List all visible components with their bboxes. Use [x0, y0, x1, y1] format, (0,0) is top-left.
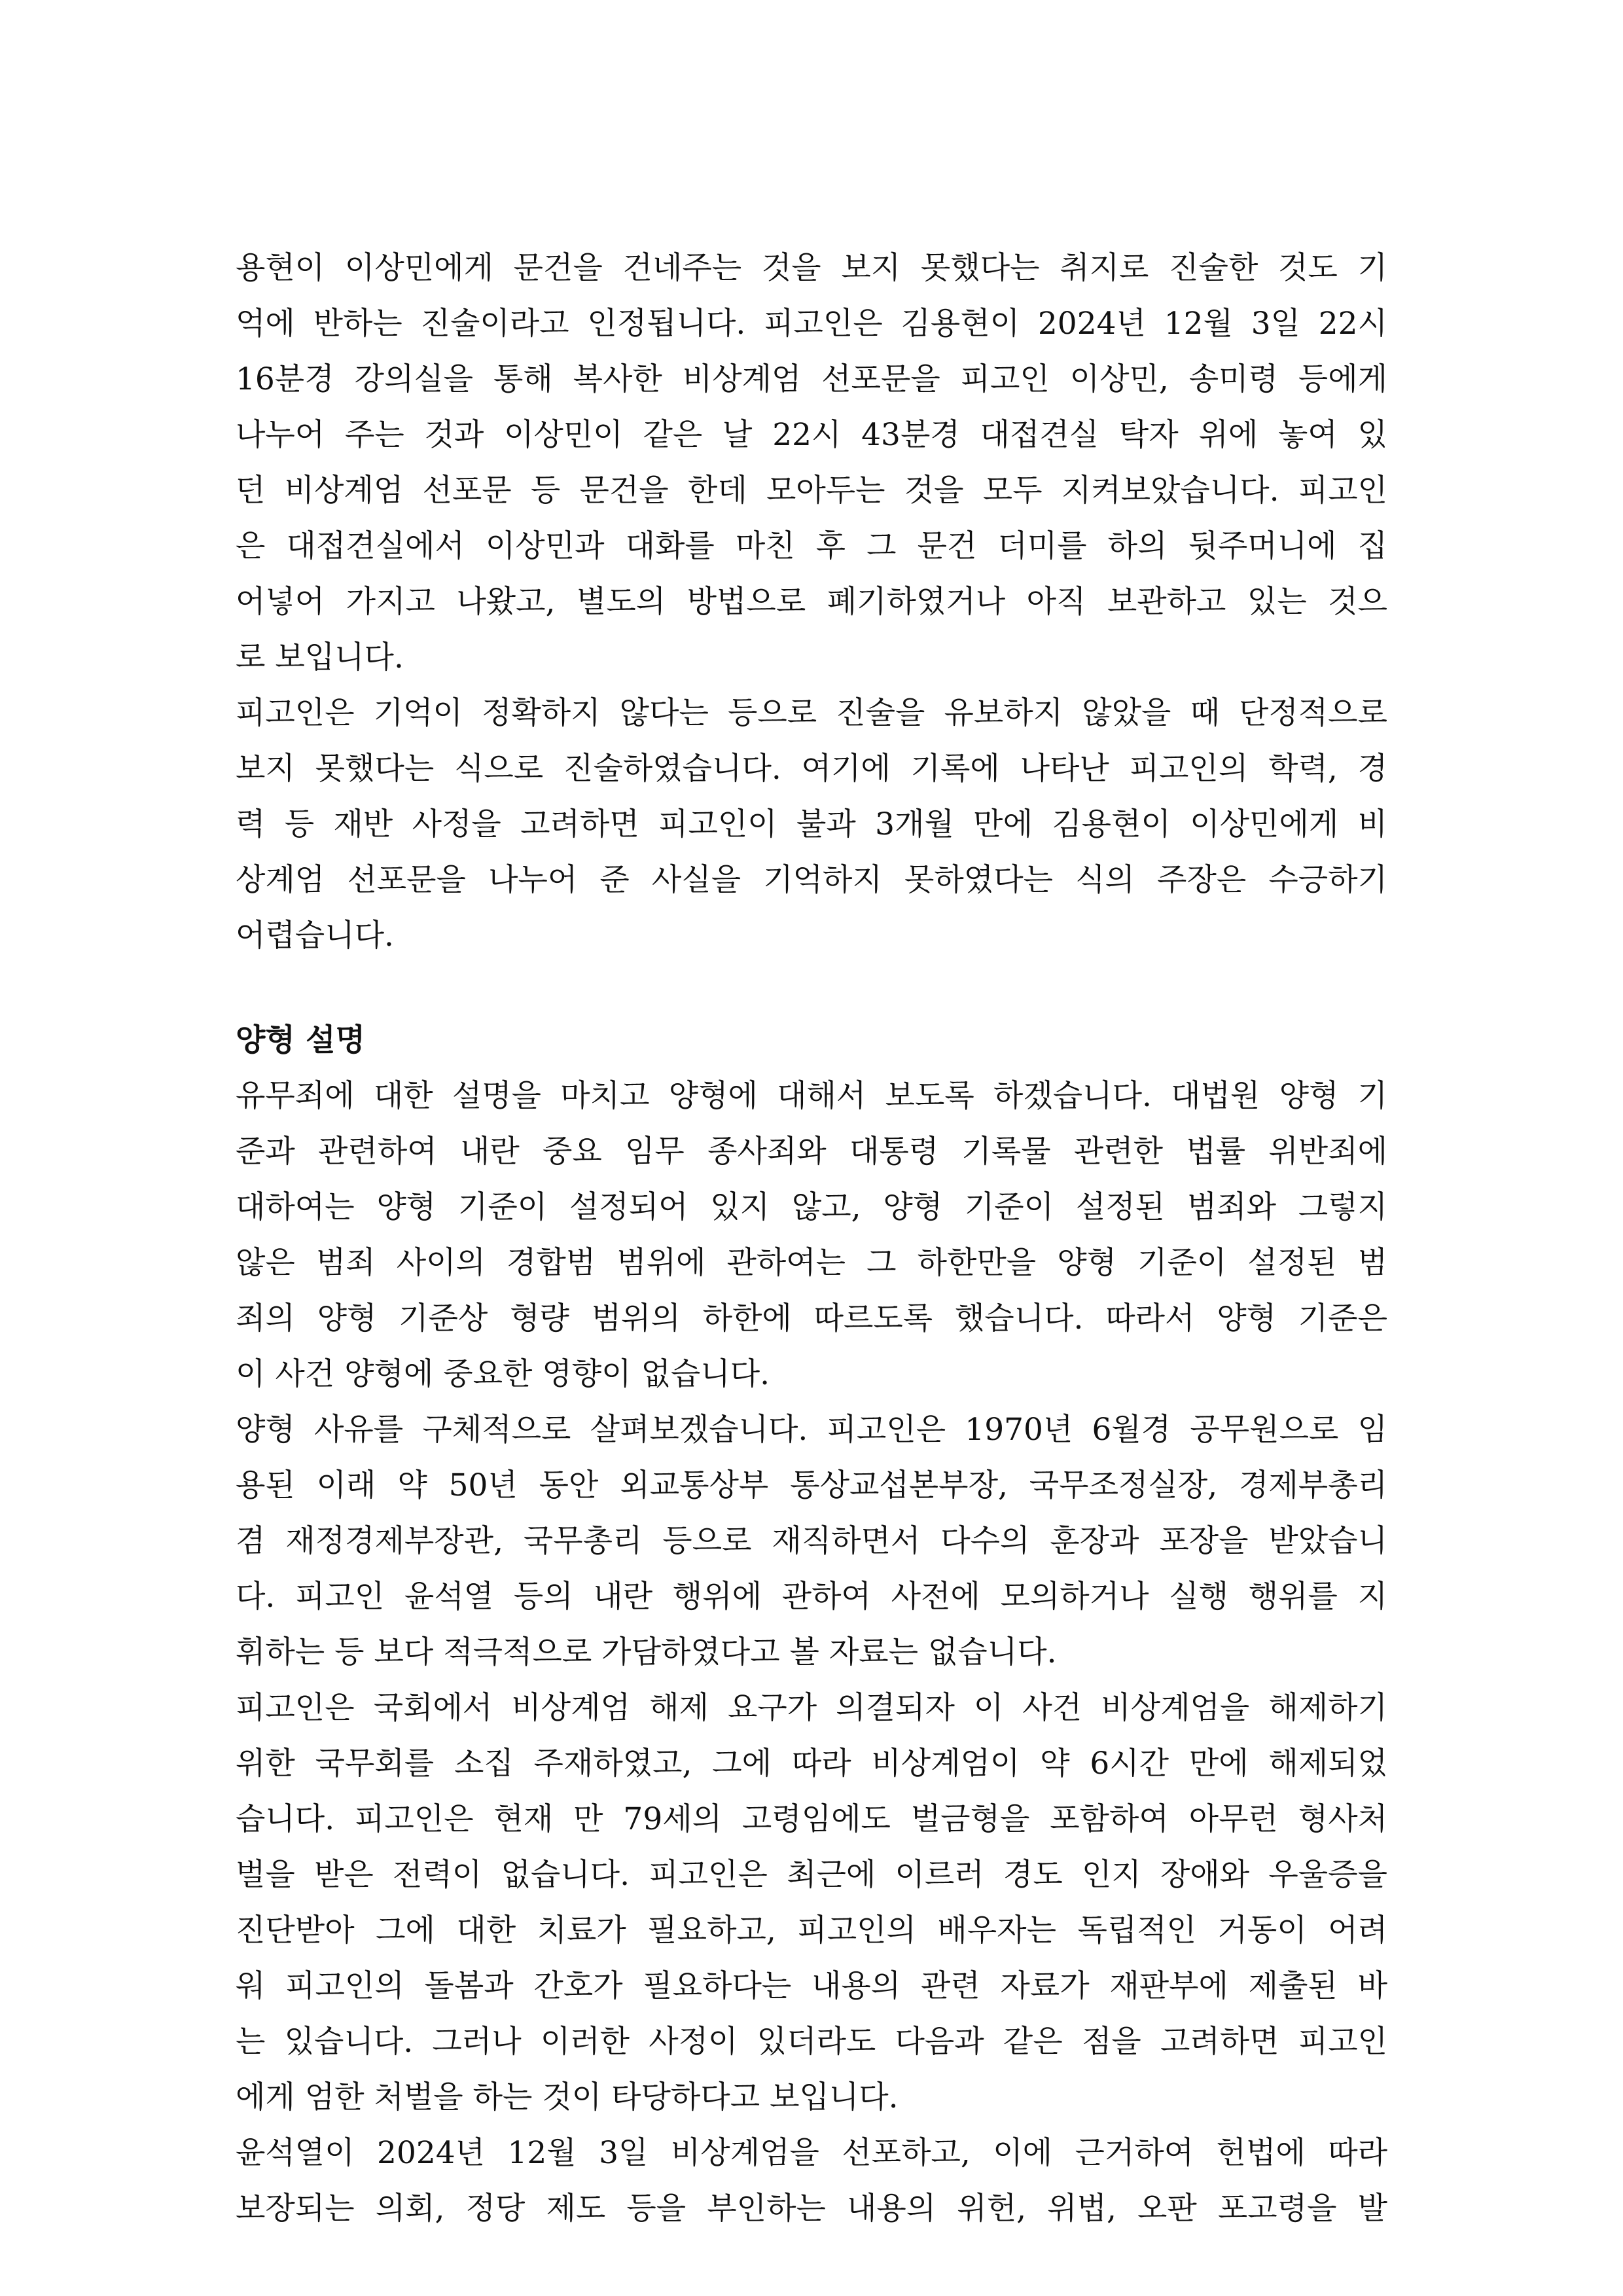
text-line: 16분경 강의실을 통해 복사한 비상계엄 선포문을 피고인 이상민, 송미령 등에게 [236, 361, 1387, 397]
text-line: 이 사건 양형에 중요한 영향이 없습니다. [236, 1356, 770, 1392]
section-heading: 양형 설명 [236, 1022, 365, 1058]
text-line: 용현이 이상민에게 문건을 건네주는 것을 보지 못했다는 취지로 진술한 것도 기 [236, 250, 1387, 286]
text-line: 던 비상계엄 선포문 등 문건을 한데 모아두는 것을 모두 지켜보았습니다. 피고인 [236, 473, 1387, 509]
text-line: 에게 엄한 처벌을 하는 것이 타당하다고 보입니다. [236, 2079, 899, 2115]
text-line: 용된 이래 약 50년 동안 외교통상부 통상교섭본부장, 국무조정실장, 경제부총리 [236, 1467, 1387, 1503]
text-line: 어렵습니다. [236, 918, 394, 954]
text-line: 보장되는 의회, 정당 제도 등을 부인하는 내용의 위헌, 위법, 오판 포고령을 발 [236, 2191, 1387, 2227]
text-line: 죄의 양형 기준상 형량 범위의 하한에 따르도록 했습니다. 따라서 양형 기준은 [236, 1300, 1387, 1336]
text-line: 진단받아 그에 대한 치료가 필요하고, 피고인의 배우자는 독립적인 거동이 어려 [236, 1912, 1387, 1948]
text-line: 않은 범죄 사이의 경합범 범위에 관하여는 그 하한만을 양형 기준이 설정된 범 [236, 1245, 1387, 1281]
text-line: 유무죄에 대한 설명을 마치고 양형에 대해서 보도록 하겠습니다. 대법원 양형 기 [236, 1078, 1387, 1114]
text-line: 휘하는 등 보다 적극적으로 가담하였다고 볼 자료는 없습니다. [236, 1634, 1057, 1670]
text-line: 다. 피고인 윤석열 등의 내란 행위에 관하여 사전에 모의하거나 실행 행위를 지 [236, 1579, 1387, 1615]
text-line: 상계엄 선포문을 나누어 준 사실을 기억하지 못하였다는 식의 주장은 수긍하기 [236, 862, 1387, 898]
text-line: 은 대접견실에서 이상민과 대화를 마친 후 그 문건 더미를 하의 뒷주머니에 집 [236, 528, 1387, 564]
text-line: 습니다. 피고인은 현재 만 79세의 고령임에도 벌금형을 포함하여 아무런 형사처 [236, 1801, 1387, 1837]
text-line: 대하여는 양형 기준이 설정되어 있지 않고, 양형 기준이 설정된 범죄와 그렇지 [236, 1189, 1387, 1225]
text-line: 워 피고인의 돌봄과 간호가 필요하다는 내용의 관련 자료가 재판부에 제출된 바 [236, 1968, 1387, 2004]
text-line: 벌을 받은 전력이 없습니다. 피고인은 최근에 이르러 경도 인지 장애와 우울증을 [236, 1857, 1387, 1893]
text-line: 는 있습니다. 그러나 이러한 사정이 있더라도 다음과 같은 점을 고려하면 피고인 [236, 2024, 1387, 2060]
text-line: 피고인은 국회에서 비상계엄 해제 요구가 의결되자 이 사건 비상계엄을 해제하기 [236, 1690, 1387, 1726]
text-line: 어넣어 가지고 나왔고, 별도의 방법으로 폐기하였거나 아직 보관하고 있는 것으 [236, 584, 1387, 620]
text-line: 억에 반하는 진술이라고 인정됩니다. 피고인은 김용현이 2024년 12월 3일 22시 [236, 306, 1387, 342]
text-line: 양형 사유를 구체적으로 살펴보겠습니다. 피고인은 1970년 6월경 공무원으로 임 [236, 1412, 1387, 1448]
text-line: 력 등 재반 사정을 고려하면 피고인이 불과 3개월 만에 김용현이 이상민에게 비 [236, 806, 1387, 842]
text-line: 준과 관련하여 내란 중요 임무 종사죄와 대통령 기록물 관련한 법률 위반죄에 [236, 1134, 1387, 1170]
text-line: 로 보입니다. [236, 639, 404, 675]
text-line: 나누어 주는 것과 이상민이 같은 날 22시 43분경 대접견실 탁자 위에 놓여 있 [236, 417, 1387, 453]
text-line: 보지 못했다는 식으로 진술하였습니다. 여기에 기록에 나타난 피고인의 학력, 경 [236, 751, 1387, 787]
text-line: 겸 재정경제부장관, 국무총리 등으로 재직하면서 다수의 훈장과 포장을 받았습니 [236, 1523, 1387, 1559]
text-line: 위한 국무회를 소집 주재하였고, 그에 따라 비상계엄이 약 6시간 만에 해제되었 [236, 1746, 1387, 1782]
text-line: 피고인은 기억이 정확하지 않다는 등으로 진술을 유보하지 않았을 때 단정적으로 [236, 695, 1387, 731]
text-line: 윤석열이 2024년 12월 3일 비상계엄을 선포하고, 이에 근거하여 헌법에 따라 [236, 2135, 1387, 2171]
